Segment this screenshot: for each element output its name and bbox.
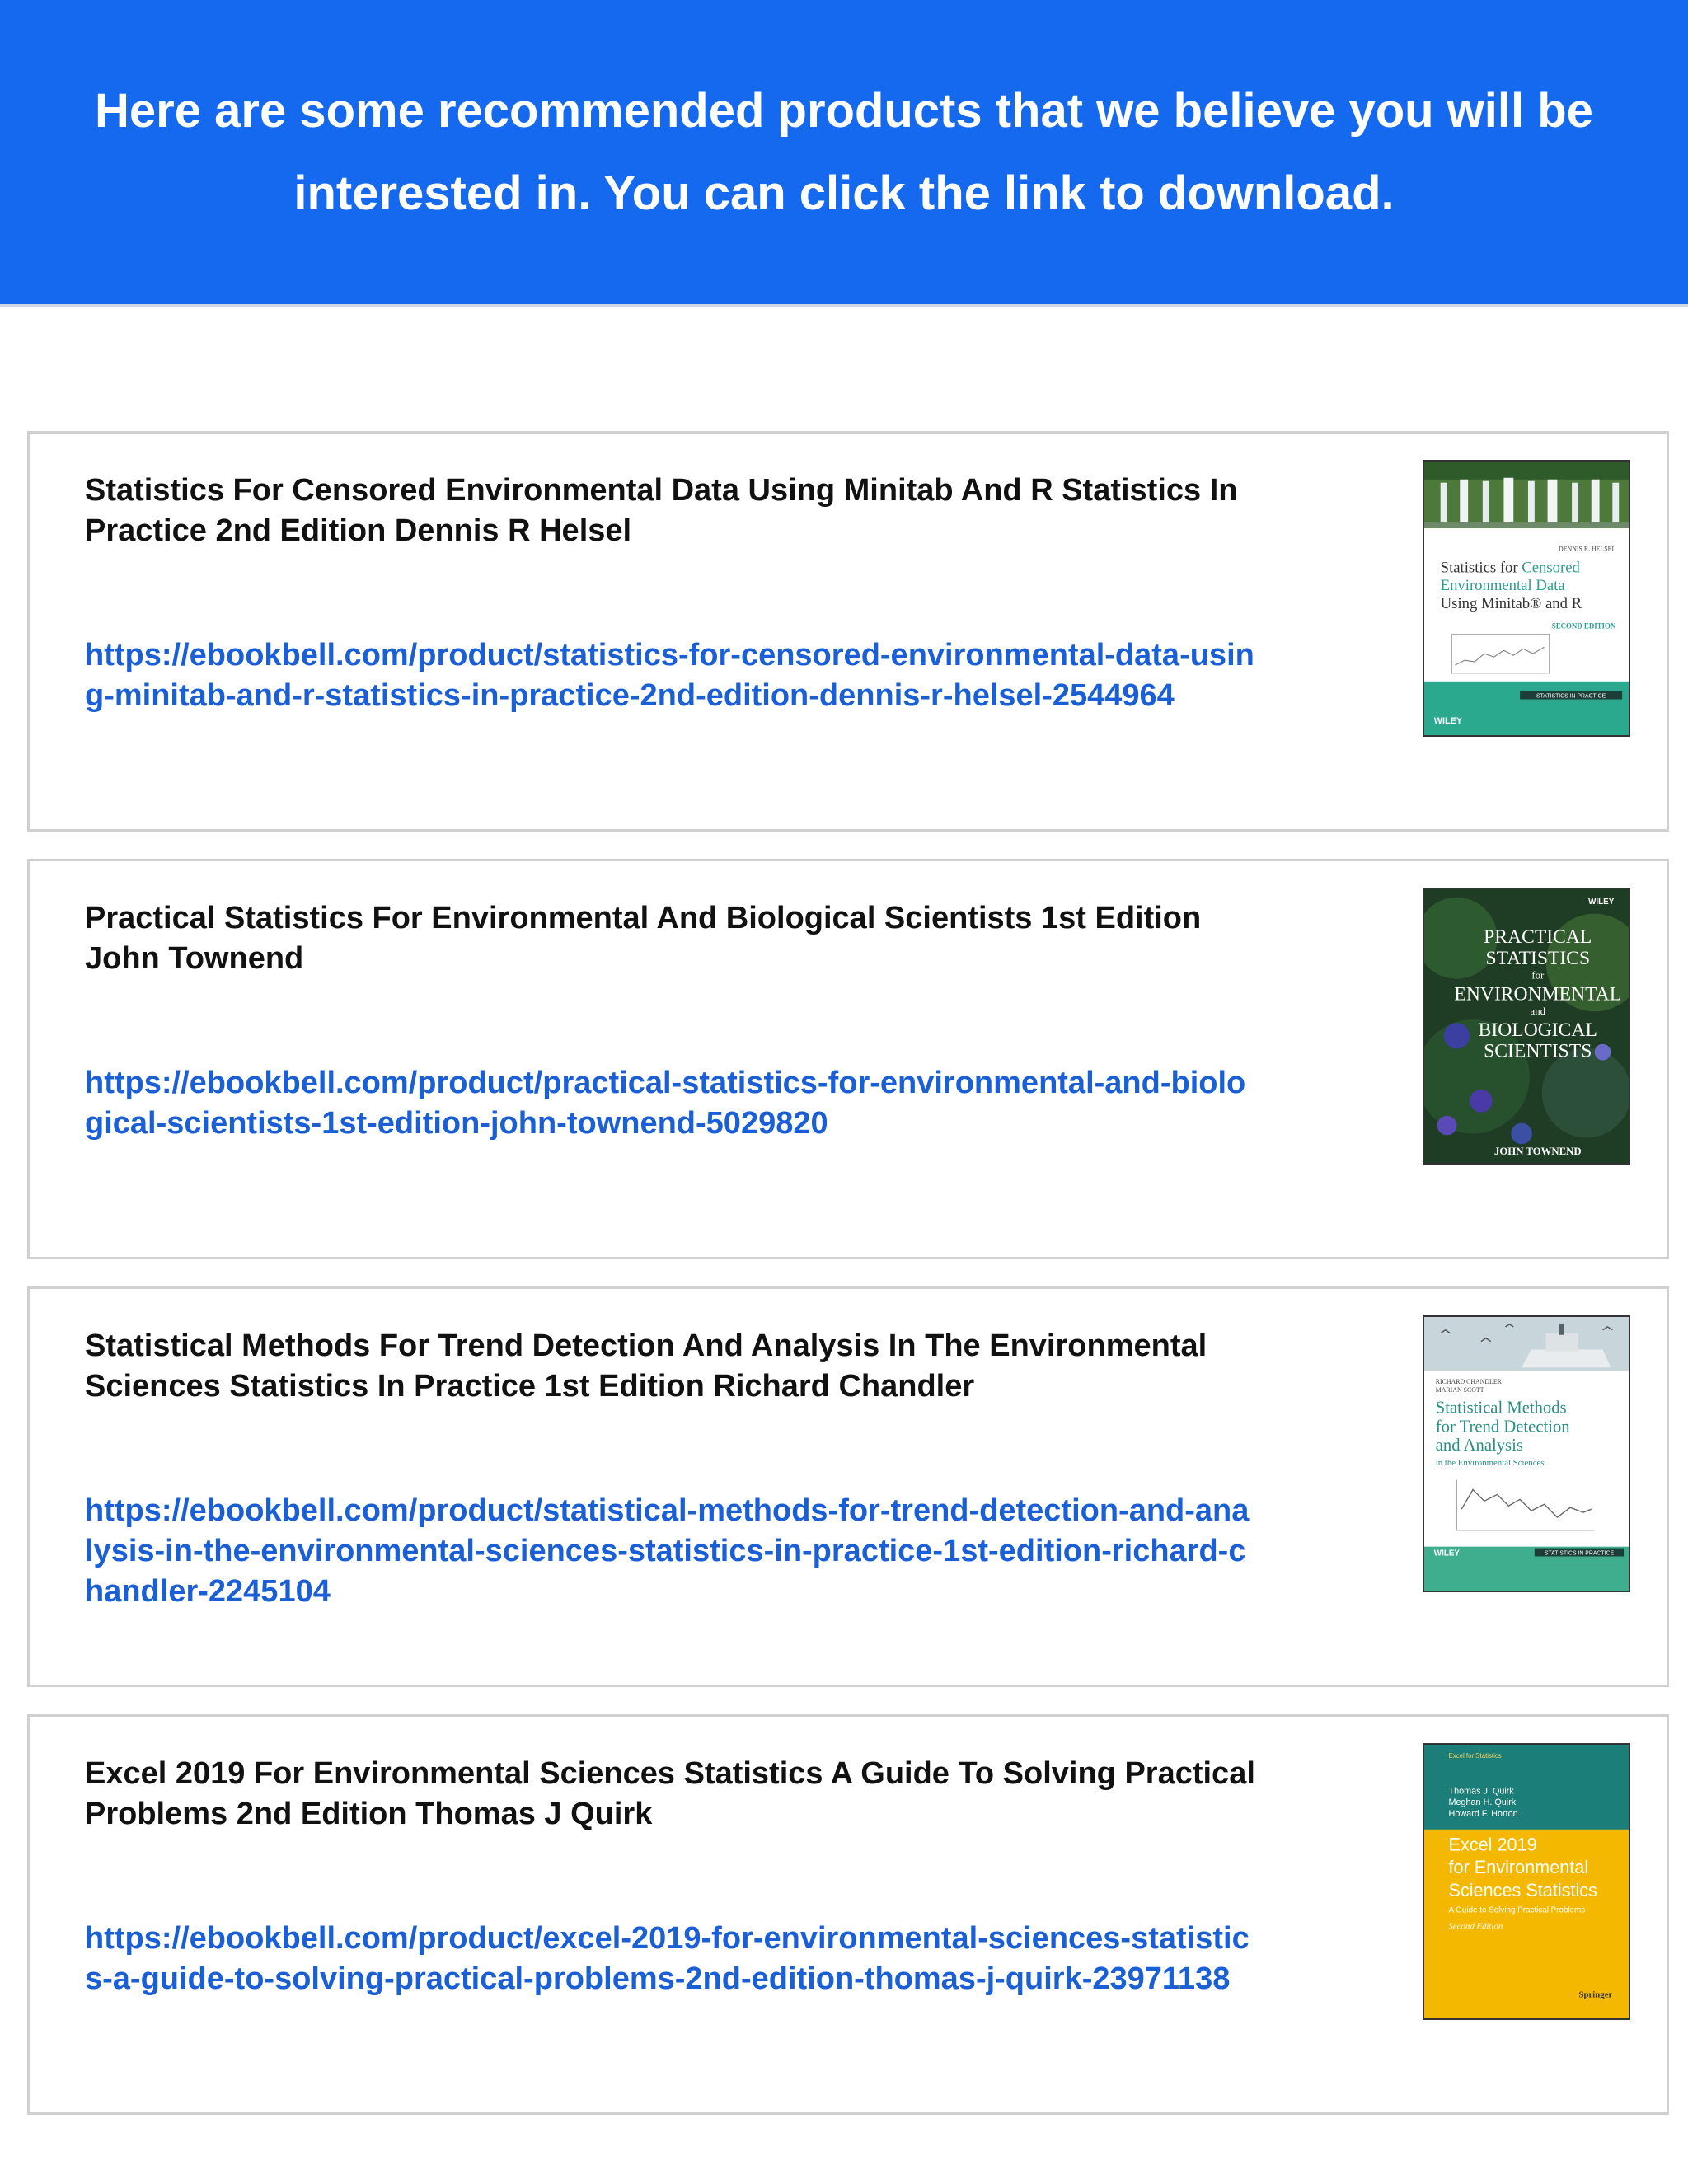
banner-message: Here are some recommended products that we believe you will be interested in. You can click the link to download. (95, 83, 1593, 220)
cover-author2: MARIAN SCOTT (1435, 1385, 1484, 1394)
cover-publisher: WILEY (1433, 1549, 1460, 1558)
cover-series: Excel for Statistics (1448, 1751, 1502, 1760)
book-cover-art (1424, 1317, 1629, 1591)
cover-line4: ENVIRONMENTAL (1454, 983, 1622, 1005)
book-cover-art (1424, 1745, 1629, 2018)
cover-subtitle: A Guide to Solving Practical Problems (1448, 1905, 1586, 1915)
cover-title-highlight: Censored (1522, 559, 1580, 577)
cover-publisher: WILEY (1588, 897, 1615, 907)
product-title: Excel 2019 For Environmental Sciences Statistics A Guide To Solving Practical Problems 2nd Edition Thomas J Quirk (85, 1756, 1255, 1831)
cover-title-line3: and Analysis (1435, 1436, 1523, 1455)
cover-series: STATISTICS IN PRACTICE (1544, 1550, 1615, 1557)
book-cover-image[interactable] (1423, 1315, 1630, 1592)
product-download-link[interactable]: https://ebookbell.com/product/excel-2019-for-environmental-sciences-statistics-a-guide-to-solving-practical-problems-2nd-edition-thomas-j-quirk-23971138 (85, 1921, 1250, 1996)
svg-text:Statistics for Censored (1441, 559, 1581, 576)
book-cover-image[interactable] (1423, 460, 1630, 737)
cover-title-line1: Excel 2019 (1448, 1834, 1537, 1855)
cover-title-line3: Using Minitab® and R (1440, 594, 1582, 612)
product-card (27, 431, 1669, 832)
cover-line3: for (1531, 969, 1545, 982)
cover-edition: Second Edition (1448, 1921, 1503, 1932)
cover-line5: and (1530, 1005, 1546, 1018)
product-download-link[interactable]: https://ebookbell.com/product/practical-statistics-for-environmental-and-biological-scientists-1st-edition-john-townend-5029820 (85, 1066, 1246, 1141)
cover-author2: Meghan H. Quirk (1448, 1797, 1517, 1808)
cover-title-line1: Statistical Methods (1435, 1399, 1567, 1418)
book-cover-image[interactable] (1423, 1743, 1630, 2020)
cover-edition: SECOND EDITION (1551, 621, 1616, 630)
cover-author3: Howard F. Horton (1448, 1808, 1518, 1819)
product-card (27, 1714, 1669, 2115)
cover-line1: PRACTICAL (1484, 926, 1592, 949)
product-title: Statistics For Censored Environmental Data Using Minitab And R Statistics In Practice 2nd Edition Dennis R Helsel (85, 473, 1238, 548)
cover-author: JOHN TOWNEND (1493, 1146, 1582, 1158)
product-title: Statistical Methods For Trend Detection And Analysis In The Environmental Sciences Statistics In Practice 1st Edition Richard Chandler (85, 1329, 1207, 1404)
cover-publisher: Springer (1578, 1990, 1613, 2000)
header-banner (0, 0, 1688, 307)
product-card (27, 1286, 1669, 1687)
product-download-link[interactable]: https://ebookbell.com/product/statistical-methods-for-trend-detection-and-analysis-in-the-environmental-sciences-statistics-in-practice-1st-edition-richard-chandler-2245104 (85, 1493, 1250, 1609)
cover-title-line3: Sciences Statistics (1448, 1879, 1597, 1900)
book-cover-art (1424, 462, 1629, 735)
cover-title-line2: for Trend Detection (1435, 1418, 1570, 1436)
cover-line2: STATISTICS (1485, 947, 1591, 969)
product-title: Practical Statistics For Environmental And Biological Scientists 1st Edition John Townend (85, 901, 1202, 976)
product-download-link[interactable]: https://ebookbell.com/product/statistics-for-censored-environmental-data-using-minitab-and-r-statistics-in-practice-2nd-edition-dennis-r-helsel-2544964 (85, 638, 1254, 713)
cover-author1: RICHARD CHANDLER (1435, 1378, 1502, 1386)
cover-author1: Thomas J. Quirk (1448, 1786, 1514, 1797)
cover-line7: SCIENTISTS (1484, 1040, 1592, 1062)
book-cover-art (1424, 889, 1629, 1163)
book-cover-image[interactable] (1423, 888, 1630, 1165)
cover-publisher: WILEY (1433, 716, 1463, 727)
cover-series: STATISTICS IN PRACTICE (1536, 693, 1606, 700)
cover-title-line2: for Environmental (1448, 1857, 1589, 1878)
cover-title-line2: Environmental Data (1440, 577, 1565, 595)
cover-title-line1: Statistics for (1440, 559, 1518, 577)
product-card (27, 859, 1669, 1259)
cover-subtitle: in the Environmental Sciences (1435, 1457, 1545, 1468)
cover-author: DENNIS R. HELSEL (1559, 545, 1616, 553)
cover-line6: BIOLOGICAL (1478, 1019, 1597, 1041)
